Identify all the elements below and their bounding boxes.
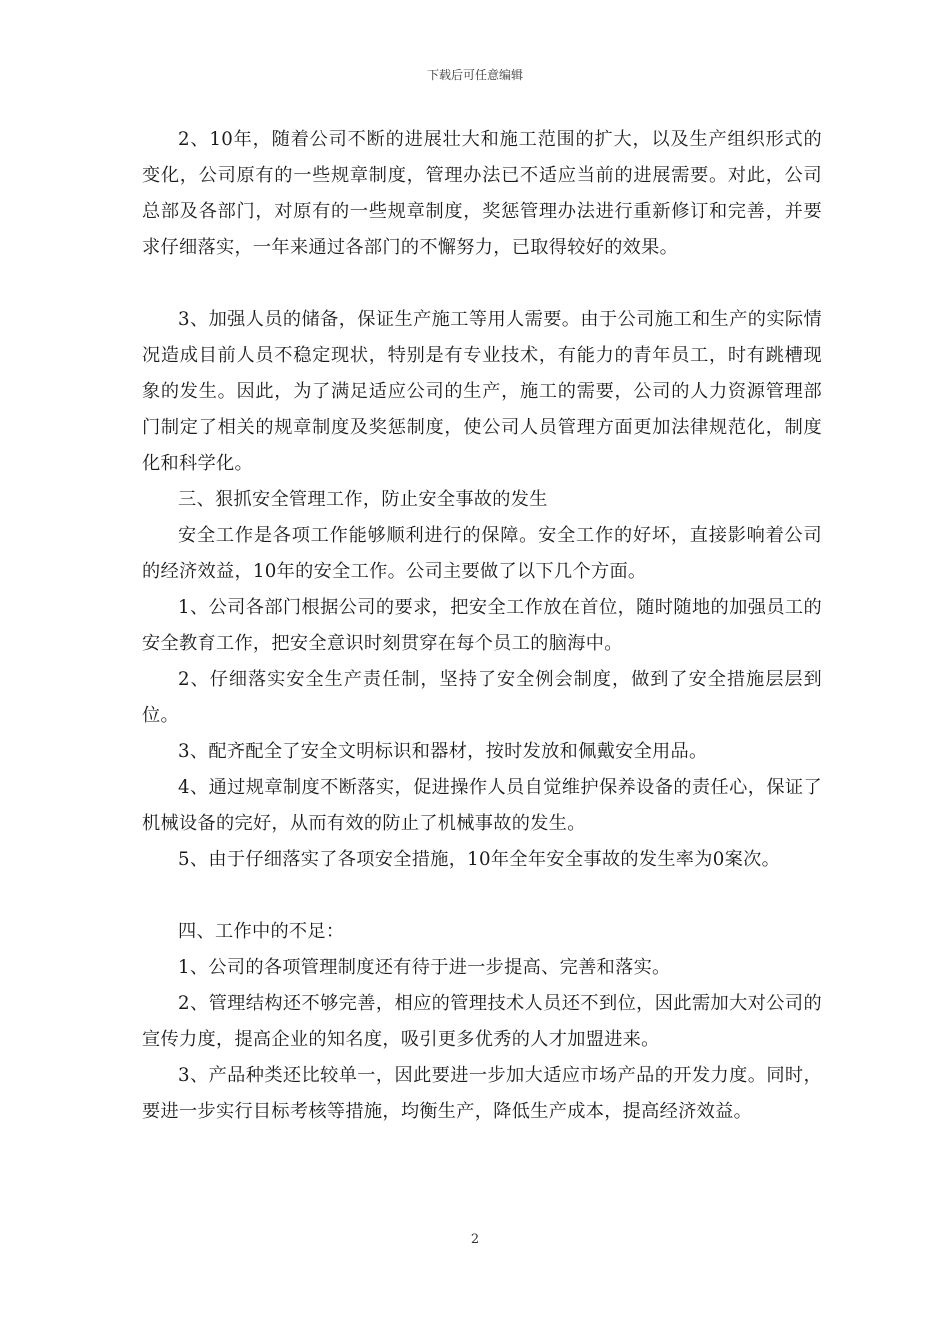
paragraph-safety-5: 5、由于仔细落实了各项安全措施，10年全年安全事故的发生率为0案次。 (178, 849, 781, 870)
section-heading-shortcomings: 四、工作中的不足： (178, 921, 345, 942)
document-body (142, 122, 822, 1130)
page-number: 2 (470, 1232, 480, 1247)
paragraph-item-3-staffing: 3、加强人员的储备，保证生产施工等用人需要。由于公司施工和生产的实际情况造成目前人员不稳定现状，特别是有专业技术，有能力的青年员工，时有跳槽现象的发生。因此，为了满足适应公司的生产，施工的需要，公司的人力资源管理部门制定了相关的规章制度及奖惩制度，使公司人员管理方面更加法律规范化，制度化和科学化。 (142, 309, 822, 474)
page-header: 下载后可任意编辑 (426, 68, 523, 82)
paragraph-safety-2: 2、仔细落实安全生产责任制，坚持了安全例会制度，做到了安全措施层层到位。 (142, 669, 822, 726)
paragraph-safety-4: 4、通过规章制度不断落实，促进操作人员自觉维护保养设备的责任心，保证了机械设备的完好，从而有效的防止了机械事故的发生。 (142, 777, 822, 834)
paragraph-gap (142, 266, 822, 302)
paragraph-safety-3: 3、配齐配全了安全文明标识和器材，按时发放和佩戴安全用品。 (178, 741, 708, 762)
paragraph-shortcoming-3: 3、产品种类还比较单一，因此要进一步加大适应市场产品的开发力度。同时，要进一步实行目标考核等措施，均衡生产，降低生产成本，提高经济效益。 (142, 1065, 822, 1122)
paragraph-item-2-rules: 2、10年，随着公司不断的进展壮大和施工范围的扩大，以及生产组织形式的变化，公司原有的一些规章制度，管理办法已不适应当前的进展需要。对此，公司总部及各部门，对原有的一些规章制度，奖惩管理办法进行重新修订和完善，并要求仔细落实，一年来通过各部门的不懈努力，已取得较好的效果。 (142, 129, 822, 258)
paragraph-shortcoming-1: 1、公司的各项管理制度还有待于进一步提高、完善和落实。 (178, 957, 671, 978)
paragraph-safety-1: 1、公司各部门根据公司的要求，把安全工作放在首位，随时随地的加强员工的安全教育工作，把安全意识时刻贯穿在每个员工的脑海中。 (142, 597, 822, 654)
section-heading-safety: 三、狠抓安全管理工作，防止安全事故的发生 (178, 489, 548, 510)
paragraph-gap (142, 878, 822, 914)
paragraph-safety-intro: 安全工作是各项工作能够顺利进行的保障。安全工作的好坏，直接影响着公司的经济效益，10年的安全工作。公司主要做了以下几个方面。 (142, 525, 822, 582)
paragraph-shortcoming-2: 2、管理结构还不够完善，相应的管理技术人员还不到位，因此需加大对公司的宣传力度，提高企业的知名度，吸引更多优秀的人才加盟进来。 (142, 993, 822, 1050)
